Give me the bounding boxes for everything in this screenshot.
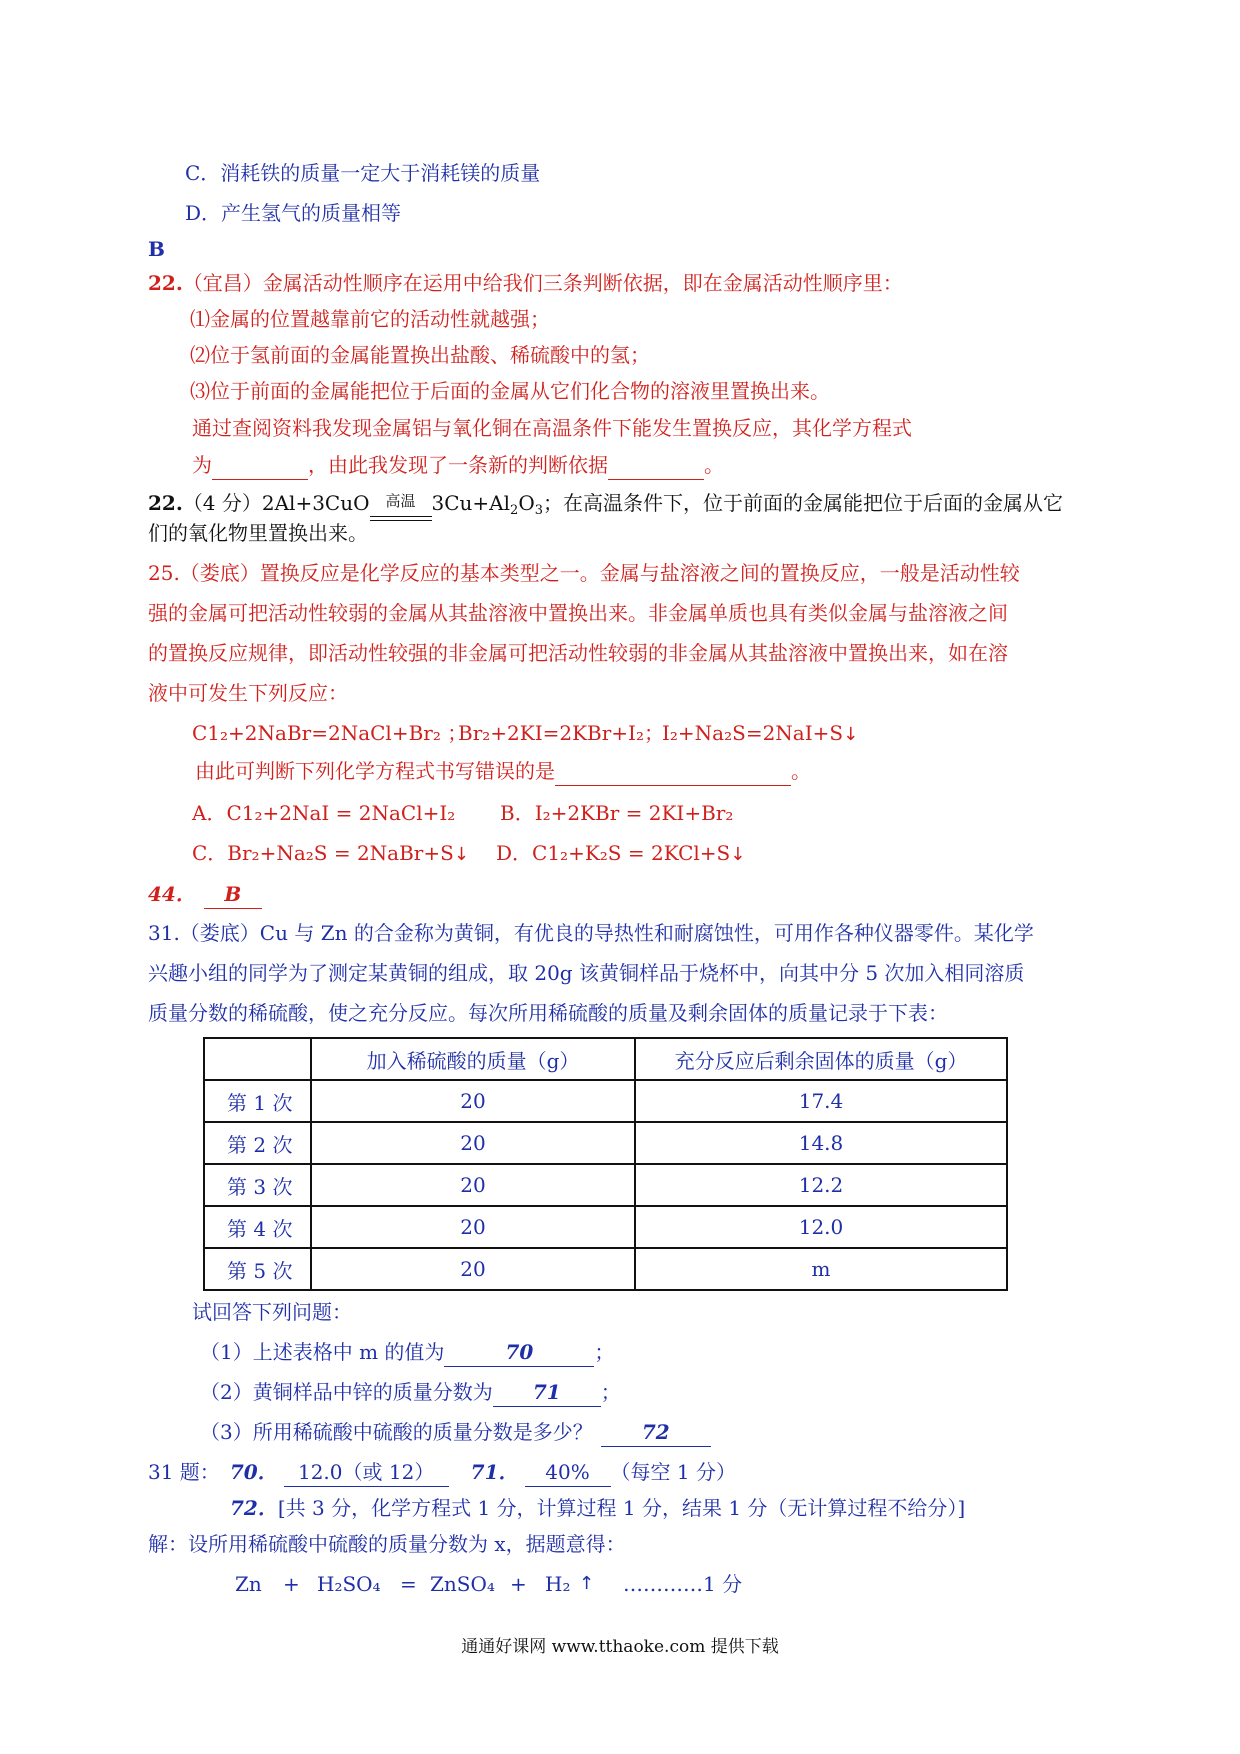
a44-answer: B	[204, 880, 262, 909]
q22-rule1: ⑴金属的位置越靠前它的活动性就越强；	[190, 307, 550, 331]
a31-n70: 70．	[229, 1460, 278, 1484]
a31-line1	[148, 1458, 736, 1487]
q25-eq3	[662, 719, 858, 749]
table-cell: 第 1 次	[204, 1080, 311, 1122]
q25-opt-d-text: D．C1₂+K₂S = 2KCl+S	[496, 841, 731, 865]
eq-score: …………1 分	[623, 1572, 743, 1596]
down-arrow-icon: ↓	[843, 724, 859, 745]
q31-sub2-end: ；	[600, 1380, 621, 1404]
table-header-cell: 充分反应后剩余固体的质量（g）	[635, 1038, 1007, 1080]
a22-number: 22.	[148, 491, 183, 515]
option-c: C．消耗铁的质量一定大于消耗镁的质量	[185, 161, 541, 185]
down-arrow-icon: ↓	[453, 844, 469, 865]
q31-sub2-text: （2）黄铜样品中锌的质量分数为	[200, 1380, 493, 1404]
q25-eq1: C1₂+2NaBr=2NaCl+Br₂ ；	[192, 721, 468, 745]
q25-opt-b: B．I₂+2KBr = 2KI+Br₂	[500, 801, 734, 825]
a22-part1: （4 分）2Al+3CuO	[182, 491, 370, 515]
eq-h2: H₂	[545, 1572, 571, 1596]
table-cell: 20	[311, 1164, 635, 1206]
table-header-cell	[204, 1038, 311, 1080]
a31-line2	[230, 1494, 965, 1522]
q31-sub1-blank: 70	[444, 1338, 594, 1367]
q25-line1: 25.（娄底）置换反应是化学反应的基本类型之一。金属与盐溶液之间的置换反应，一般是活动性较	[148, 561, 1020, 585]
table-cell: 17.4	[635, 1080, 1007, 1122]
q25-line2: 强的金属可把活动性较弱的金属从其盐溶液中置换出来。非金属单质也具有类似金属与盐溶液之间	[148, 601, 1008, 625]
table-cell: 20	[311, 1206, 635, 1248]
q22-rule3: ⑶位于前面的金属能把位于后面的金属从它们化合物的溶液里置换出来。	[190, 379, 830, 403]
q25-question-end: 。	[791, 759, 811, 783]
q25-blank	[555, 757, 791, 786]
up-arrow-icon: ↑	[579, 1573, 595, 1594]
q31-ask: 试回答下列问题：	[192, 1300, 352, 1324]
table-header-cell: 加入稀硫酸的质量（g）	[311, 1038, 635, 1080]
q22-intro	[148, 269, 903, 297]
eq-znso4: ZnSO₄	[430, 1572, 495, 1596]
a31-v72: [共 3 分，化学方程式 1 分，计算过程 1 分，结果 1 分（无计算过程不给分）]	[277, 1496, 966, 1520]
results-table	[203, 1037, 1008, 1291]
table-row	[204, 1164, 1007, 1206]
table-cell: 12.0	[635, 1206, 1007, 1248]
eq-plus2: +	[510, 1572, 527, 1596]
eq-h2so4: H₂SO₄	[317, 1572, 381, 1596]
table-cell: m	[635, 1248, 1007, 1290]
a22-line2: 们的氧化物里置换出来。	[148, 521, 368, 545]
table-cell: 20	[311, 1080, 635, 1122]
q31-sub1	[200, 1338, 614, 1367]
q31-sub3-blank: 72	[601, 1418, 711, 1447]
q25-opt-c	[192, 839, 469, 869]
a31-v71: 40%	[525, 1458, 611, 1487]
eq-equals: =	[400, 1572, 417, 1596]
q22-stem2	[192, 451, 724, 480]
a44-number: 44．	[148, 882, 196, 906]
q31-sub2	[200, 1378, 621, 1407]
q22-stem2-c: 。	[704, 453, 724, 477]
a22-part4: ；在高温条件下，位于前面的金属能把位于后面的金属从它	[543, 491, 1063, 515]
a31-note71: （每空 1 分）	[610, 1460, 736, 1484]
option-d: D．产生氢气的质量相等	[185, 201, 402, 225]
q25-eq2: Br₂+2KI=2KBr+I₂；	[458, 721, 664, 745]
q31-sub2-blank: 71	[493, 1378, 601, 1407]
table-cell: 20	[311, 1122, 635, 1164]
a31-solution: 解：设所用稀硫酸中硫酸的质量分数为 x，据题意得：	[148, 1532, 626, 1556]
a22-line1: 22.（4 分）2Al+3CuO 高温 $3Cu+Al_2O_3$；在高温条件下，位于前面的金属能把位于后面的金属从它	[148, 487, 1063, 517]
q25-opt-c-text: C．Br₂+Na₂S = 2NaBr+S	[192, 841, 454, 865]
q22-blank2	[608, 451, 704, 480]
a22-part2: 3Cu+Al	[431, 491, 511, 515]
q25-question	[195, 757, 811, 786]
table-cell: 第 4 次	[204, 1206, 311, 1248]
q31-line2: 兴趣小组的同学为了测定某黄铜的组成，取 20g 该黄铜样品于烧杯中，向其中分 5 次加入相同溶质	[148, 961, 1025, 985]
q22-blank1	[212, 451, 308, 480]
table-cell: 14.8	[635, 1122, 1007, 1164]
q31-line3: 质量分数的稀硫酸，使之充分反应。每次所用稀硫酸的质量及剩余固体的质量记录于下表：	[148, 1001, 948, 1025]
q31-line1: 31.（娄底）Cu 与 Zn 的合金称为黄铜，有优良的导热性和耐腐蚀性，可用作各种仪器零件。某化学	[148, 921, 1034, 945]
q25-opt-a: A．C1₂+2NaI = 2NaCl+I₂	[192, 801, 456, 825]
table-cell: 20	[311, 1248, 635, 1290]
a44	[148, 880, 262, 909]
table-header-row	[204, 1038, 1007, 1080]
q31-sub1-end: ；	[594, 1340, 615, 1364]
q22-stem2-a: 为	[192, 453, 212, 477]
q25-line3: 的置换反应规律，即活动性较强的非金属可把活动性较弱的非金属从其盐溶液中置换出来，如在溶	[148, 641, 1008, 665]
table-row	[204, 1122, 1007, 1164]
q22-rule2: ⑵位于氢前面的金属能置换出盐酸、稀硫酸中的氢；	[190, 343, 650, 367]
table-row	[204, 1080, 1007, 1122]
a22-part3: O	[518, 491, 535, 515]
q25-opt-d	[496, 839, 745, 869]
a31-v70: 12.0（或 12）	[284, 1458, 449, 1487]
q22-stem1: 通过查阅资料我发现金属铝与氧化铜在高温条件下能发生置换反应，其化学方程式	[192, 416, 912, 440]
q25-question-text: 由此可判断下列化学方程式书写错误的是	[195, 759, 555, 783]
table-row	[204, 1248, 1007, 1290]
table-cell: 12.2	[635, 1164, 1007, 1206]
eq-plus1: +	[283, 1572, 300, 1596]
q25-eq3-text: I₂+Na₂S=2NaI+S	[662, 721, 844, 745]
answer-prev: B	[148, 237, 165, 261]
table-cell: 第 2 次	[204, 1122, 311, 1164]
table-row	[204, 1206, 1007, 1248]
q22-number: 22.	[148, 271, 183, 295]
q31-sub3	[200, 1418, 711, 1447]
a31-label: 31 题：	[148, 1460, 220, 1484]
eq-zn: Zn	[235, 1572, 262, 1596]
q31-sub3-text: （3）所用稀硫酸中硫酸的质量分数是多少？	[200, 1420, 593, 1444]
a22-condition: 高温	[370, 487, 432, 515]
q22-intro-text: （宜昌）金属活动性顺序在运用中给我们三条判断依据，即在金属活动性顺序里：	[182, 271, 903, 295]
q31-sub1-text: （1）上述表格中 m 的值为	[200, 1340, 445, 1364]
a31-n71: 71．	[470, 1460, 519, 1484]
down-arrow-icon: ↓	[730, 844, 746, 865]
page-footer: 通通好课网 www.tthaoke.com 提供下载	[461, 1637, 779, 1657]
a31-n72: 72．	[230, 1496, 278, 1520]
table-cell: 第 5 次	[204, 1248, 311, 1290]
q22-stem2-b: ，由此我发现了一条新的判断依据	[308, 453, 608, 477]
q25-line4: 液中可发生下列反应：	[148, 681, 348, 705]
table-cell: 第 3 次	[204, 1164, 311, 1206]
